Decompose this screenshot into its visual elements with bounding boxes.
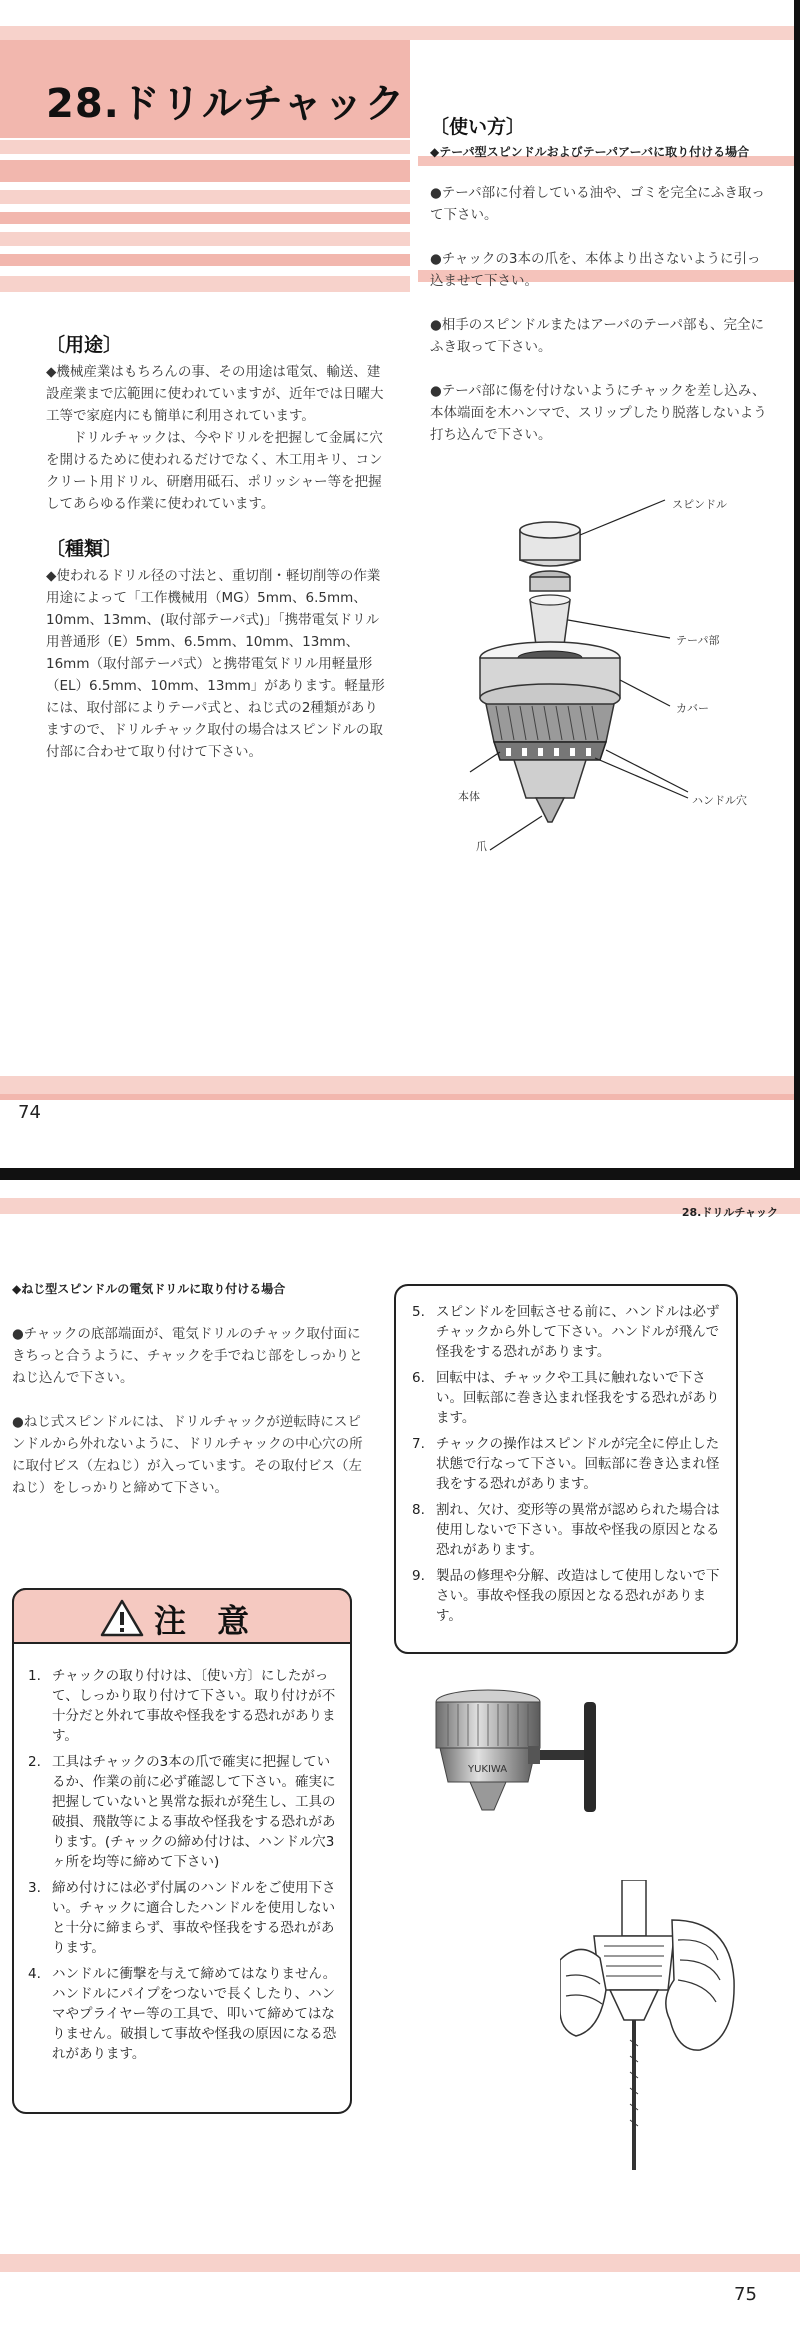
item-number: 7.	[412, 1436, 425, 1452]
usage-text	[46, 361, 386, 515]
bottom-band	[0, 2254, 800, 2272]
usage-heading: 〔用途〕	[46, 334, 123, 356]
stripe	[0, 160, 410, 182]
label-taper: テーパ部	[676, 634, 720, 647]
caution-item	[412, 1434, 724, 1494]
page-74	[0, 0, 800, 1168]
item-text: チャックの操作はスピンドルが完全に停止した状態で行なって下さい。回転部に巻き込まれ怪我をする恐れがあります。	[436, 1436, 720, 1492]
caution-list-2	[412, 1302, 724, 1632]
page-number: 75	[734, 2284, 757, 2305]
hand-tightening-illustration	[560, 1880, 740, 2190]
caution-item	[412, 1302, 724, 1362]
howto-heading: 〔使い方〕	[430, 116, 526, 138]
screw-subheading: ◆ねじ型スピンドルの電気ドリルに取り付ける場合	[12, 1282, 286, 1296]
item-text: 製品の修理や分解、改造はして使用しないで下さい。事故や怪我の原因となる恐れがあります。	[436, 1568, 720, 1624]
caution-box	[12, 1588, 352, 2114]
screw-section	[12, 1280, 372, 1499]
stripe	[0, 140, 410, 154]
item-text: ハンドルに衝撃を与えて締めてはなりません。ハンドルにパイプをつないで長くしたり、ハンマやプライヤー等の工具で、叩いて締めてはなりません。破損して事故や怪我の原因になる恐れがあります。	[52, 1966, 337, 2062]
brand-mark: YUKIWA	[468, 1764, 508, 1775]
screw-item: ●チャックの底部端面が、電気ドリルのチャック取付面にきちっと合うように、チャックを手でねじ部をしっかりとねじ込んで下さい。	[12, 1326, 363, 1386]
caution-item	[28, 1964, 340, 2064]
stripe	[0, 254, 410, 266]
types-heading: 〔種類〕	[46, 538, 123, 560]
types-paragraph: ◆使われるドリル径の寸法と、重切削・軽切削等の作業用途によって「工作機械用（MG）5mm、6.5mm、10mm、13mm、(取付部テーパ式)」「携帯電気ドリル用普通形（E）5mm、6.5mm、10mm、13mm、16mm（取付部テーパ式）と携帯電気ドリル用軽量形（EL）6.5mm、10mm、13mm」があります。軽量形には、取付部によりテーパ式と、ねじ式の2種類がありますので、ドリルチャック取付の場合はスピンドルの取付部に合わせて取り付けて下さい。	[46, 568, 385, 760]
caution-item	[412, 1500, 724, 1560]
top-band	[0, 26, 794, 40]
label-cover: カバー	[676, 702, 709, 715]
item-number: 5.	[412, 1304, 425, 1320]
stripe	[0, 232, 410, 246]
usage-paragraph: ドリルチャックは、今やドリルを把握して金属に穴を開けるために使われるだけでなく、木工用キリ、コンクリート用ドリル、研磨用砥石、ポリッシャー等を把握してあらゆる作業に使われています。	[46, 430, 383, 512]
item-number: 9.	[412, 1568, 425, 1584]
item-text: スピンドルを回転させる前に、ハンドルは必ずチャックから外して下さい。ハンドルが飛んで怪我をする恐れがあります。	[436, 1304, 720, 1360]
label-handle-hole: ハンドル穴	[692, 794, 747, 807]
caution-item	[412, 1368, 724, 1428]
page-number: 74	[18, 1102, 41, 1123]
usage-section	[46, 330, 386, 515]
chuck-with-key-photo	[424, 1682, 634, 1832]
page-75	[0, 1180, 800, 2338]
bottom-band	[0, 1076, 794, 1094]
caution-item	[28, 1752, 340, 1872]
item-number: 2.	[28, 1754, 41, 1770]
types-section	[46, 534, 386, 763]
item-number: 8.	[412, 1502, 425, 1518]
caution-box-continued	[394, 1284, 738, 1654]
label-body: 本体	[458, 790, 480, 803]
page-separator	[0, 1168, 800, 1180]
item-text: チャックの取り付けは、〔使い方〕にしたがって、しっかり取り付けて下さい。取り付けが不十分だと外れて事故や怪我をする恐れがあります。	[52, 1668, 336, 1744]
stripe	[0, 276, 410, 292]
item-number: 6.	[412, 1370, 425, 1386]
top-band	[0, 1198, 800, 1214]
howto-section	[430, 112, 770, 446]
label-spindle: スピンドル	[672, 498, 727, 511]
caution-item	[412, 1566, 724, 1626]
usage-paragraph: ◆機械産業はもちろんの事、その用途は電気、輸送、建設産業まで広範囲に使われていますが、近年では日曜大工等で家庭内にも簡単に利用されています。	[46, 364, 384, 424]
stripe	[0, 190, 410, 204]
bottom-band	[0, 1094, 794, 1100]
caution-list	[28, 1666, 340, 2070]
item-number: 1.	[28, 1668, 41, 1684]
howto-item: ●相手のスピンドルまたはアーバのテーパ部も、完全にふき取って下さい。	[430, 317, 765, 355]
item-text: 回転中は、チャックや工具に触れないで下さい。回転部に巻き込まれ怪我をする恐れがあります。	[436, 1370, 720, 1426]
howto-item: ●テーパ部に付着している油や、ゴミを完全にふき取って下さい。	[430, 185, 765, 223]
caution-item	[28, 1666, 340, 1746]
item-text: 割れ、欠け、変形等の異常が認められた場合は使用しないで下さい。事故や怪我の原因となる恐れがあります。	[436, 1502, 720, 1558]
stripe	[0, 212, 410, 224]
howto-subheading: ◆テーパ型スピンドルおよびテーパアーバに取り付ける場合	[430, 145, 750, 159]
howto-item: ●チャックの3本の爪を、本体より出さないように引っ込ませて下さい。	[430, 251, 761, 289]
item-text: 工具はチャックの3本の爪で確実に把握しているか、作業の前に必ず確認して下さい。確実に把握していないと異常な振れが発生し、工具の破損、飛散等による事故や怪我をする恐れがあります。(チャックの締め付けは、ハンドル穴3ヶ所を均等に締めて下さい)	[52, 1754, 336, 1870]
item-text: 締め付けには必ず付属のハンドルをご使用下さい。チャックに適合したハンドルを使用しないと十分に締まらず、事故や怪我をする恐れがあります。	[52, 1880, 336, 1956]
caution-item	[28, 1878, 340, 1958]
howto-item: ●テーパ部に傷を付けないようにチャックを差し込み、本体端面を木ハンマで、スリップしたり脱落しないよう打ち込んで下さい。	[430, 383, 767, 443]
caution-title: 注 意	[154, 1602, 260, 1640]
page-title: 28.ドリルチャック	[46, 81, 406, 127]
item-number: 3.	[28, 1880, 41, 1896]
label-jaw: 爪	[476, 840, 487, 853]
screw-item: ●ねじ式スピンドルには、ドリルチャックが逆転時にスピンドルから外れないように、ドリルチャックの中心穴の所に取付ビス（左ねじ）が入っています。その取付ビス（左ねじ）をしっかりと締めて下さい。	[12, 1414, 363, 1496]
running-header: 28.ドリルチャック	[681, 1206, 778, 1219]
item-number: 4.	[28, 1966, 41, 1982]
drill-chuck-diagram	[430, 480, 790, 880]
warning-icon	[100, 1598, 144, 1638]
